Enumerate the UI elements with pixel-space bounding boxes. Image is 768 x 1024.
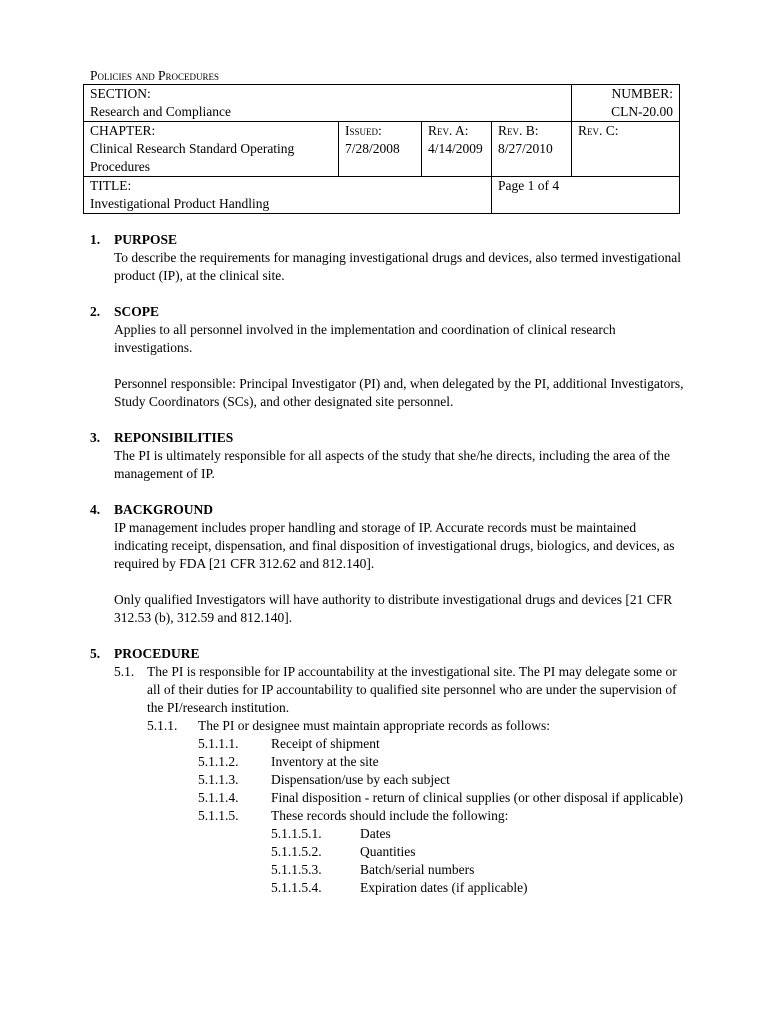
section-spacer xyxy=(90,483,690,501)
page-cell xyxy=(492,177,680,214)
section-label: SECTION: xyxy=(90,86,151,101)
chapter-row xyxy=(84,122,680,177)
paragraph-spacer xyxy=(90,573,690,591)
procedure-subitem xyxy=(198,789,690,807)
procedure-item-5-1-1 xyxy=(147,717,690,735)
item-number: 5.1.1. xyxy=(147,718,178,733)
procedure-subsubitem xyxy=(271,861,690,879)
chapter-label: CHAPTER: xyxy=(90,123,156,138)
section-title: BACKGROUND xyxy=(114,502,214,517)
section-number: 1. xyxy=(90,232,101,247)
procedure-subsubitem xyxy=(271,825,690,843)
header-text-2: rocedures xyxy=(165,68,220,83)
procedure-list-level-4 xyxy=(90,735,690,897)
section-paragraph: Personnel responsible: Principal Investigator (PI) and, when delegated by the PI, additional Investigators, Study Coordinators (SCs), and other designated site personnel. xyxy=(114,376,684,409)
item-number: 5.1. xyxy=(114,664,135,679)
procedure-subitem xyxy=(198,735,690,753)
section-spacer xyxy=(90,627,690,645)
procedure-subsubitem xyxy=(271,879,690,897)
section-paragraph: Applies to all personnel involved in the implementation and coordination of clinical research investigations. xyxy=(114,322,616,355)
title-row xyxy=(84,177,680,214)
title-value: Investigational Product Handling xyxy=(90,196,270,211)
rev-c-cell xyxy=(572,122,680,177)
item-number: 5.1.1.5. xyxy=(198,808,239,823)
header-text-1: olicies and xyxy=(97,68,159,83)
item-number: 5.1.1.5.1. xyxy=(271,826,322,841)
rev-a-label: Rev. A: xyxy=(428,123,469,138)
section-title: PURPOSE xyxy=(114,232,178,247)
item-text: Quantities xyxy=(360,844,416,859)
item-number: 5.1.1.2. xyxy=(198,754,239,769)
item-number: 5.1.1.1. xyxy=(198,736,239,751)
header-initial-p1: P xyxy=(90,68,98,83)
section-number: 5. xyxy=(90,646,101,661)
section-4 xyxy=(90,501,690,627)
title-label: TITLE: xyxy=(90,178,132,193)
item-text: Dates xyxy=(360,826,391,841)
procedure-subsubitem xyxy=(271,843,690,861)
issued-cell xyxy=(339,122,422,177)
page-indicator: Page 1 of 4 xyxy=(498,178,560,193)
section-1 xyxy=(90,231,690,285)
section-cell xyxy=(84,85,572,122)
chapter-value: Clinical Research Standard Operating Procedures xyxy=(90,141,295,174)
section-value: Research and Compliance xyxy=(90,104,231,119)
section-paragraph: IP management includes proper handling and storage of IP. Accurate records must be maintained indicating receipt, dispensation, and final disposition of investigational drugs, biologics, and devices, as required by FDA [21 CFR 312.62 and 812.140]. xyxy=(114,520,675,571)
item-number: 5.1.1.5.3. xyxy=(271,862,322,877)
section-3 xyxy=(90,429,690,483)
item-text: These records should include the following: xyxy=(271,808,509,823)
rev-b-value: 8/27/2010 xyxy=(498,141,553,156)
rev-b-cell xyxy=(492,122,572,177)
section-number: 3. xyxy=(90,430,101,445)
section-title: PROCEDURE xyxy=(114,646,200,661)
title-cell xyxy=(84,177,492,214)
issued-label: Issued: xyxy=(345,123,382,138)
section-row xyxy=(84,85,680,122)
rev-a-value: 4/14/2009 xyxy=(428,141,483,156)
item-number: 5.1.1.5.2. xyxy=(271,844,322,859)
section-title: SCOPE xyxy=(114,304,160,319)
item-text: Expiration dates (if applicable) xyxy=(360,880,528,895)
rev-a-cell xyxy=(422,122,492,177)
header-initial-p2: P xyxy=(158,68,166,83)
item-text: The PI or designee must maintain appropriate records as follows: xyxy=(198,718,551,733)
item-text: Batch/serial numbers xyxy=(360,862,475,877)
chapter-cell xyxy=(84,122,339,177)
procedure-subitem xyxy=(198,807,690,825)
issued-value: 7/28/2008 xyxy=(345,141,400,156)
section-spacer xyxy=(90,285,690,303)
section-2 xyxy=(90,303,690,411)
section-number: 2. xyxy=(90,304,101,319)
item-text: Dispensation/use by each subject xyxy=(271,772,450,787)
number-label: NUMBER: xyxy=(611,86,674,101)
document-info-table xyxy=(83,84,680,214)
item-number: 5.1.1.4. xyxy=(198,790,239,805)
sections-container xyxy=(90,231,690,645)
section-paragraph: To describe the requirements for managing investigational drugs and devices, also termed investigational product (IP), at the clinical site. xyxy=(114,250,682,283)
procedure-subitem xyxy=(198,753,690,771)
item-text: Receipt of shipment xyxy=(271,736,380,751)
rev-c-label: Rev. C: xyxy=(578,123,619,138)
document-header xyxy=(90,67,219,85)
section-spacer xyxy=(90,411,690,429)
section-title: REPONSIBILITIES xyxy=(114,430,234,445)
item-text: The PI is responsible for IP accountability at the investigational site. The PI may delegate some or all of their duties for IP accountability to qualified site personnel who are under the supervision of the PI/research institution. xyxy=(147,664,677,715)
paragraph-spacer xyxy=(90,357,690,375)
rev-b-label: Rev. B: xyxy=(498,123,539,138)
procedure-item-5-1 xyxy=(114,663,690,717)
item-number: 5.1.1.5.4. xyxy=(271,880,322,895)
section-paragraph: Only qualified Investigators will have authority to distribute investigational drugs and devices [21 CFR 312.53 (b), 312.59 and 812.140]. xyxy=(114,592,673,625)
section-procedure xyxy=(90,645,690,897)
document-body xyxy=(90,231,690,897)
number-cell xyxy=(572,85,680,122)
item-text: Final disposition - return of clinical supplies (or other disposal if applicable) xyxy=(271,790,684,805)
procedure-subitem xyxy=(198,771,690,789)
section-paragraph: The PI is ultimately responsible for all aspects of the study that she/he directs, including the area of the management of IP. xyxy=(114,448,670,481)
number-value: CLN-20.00 xyxy=(611,104,674,119)
item-number: 5.1.1.3. xyxy=(198,772,239,787)
item-text: Inventory at the site xyxy=(271,754,379,769)
section-number: 4. xyxy=(90,502,101,517)
